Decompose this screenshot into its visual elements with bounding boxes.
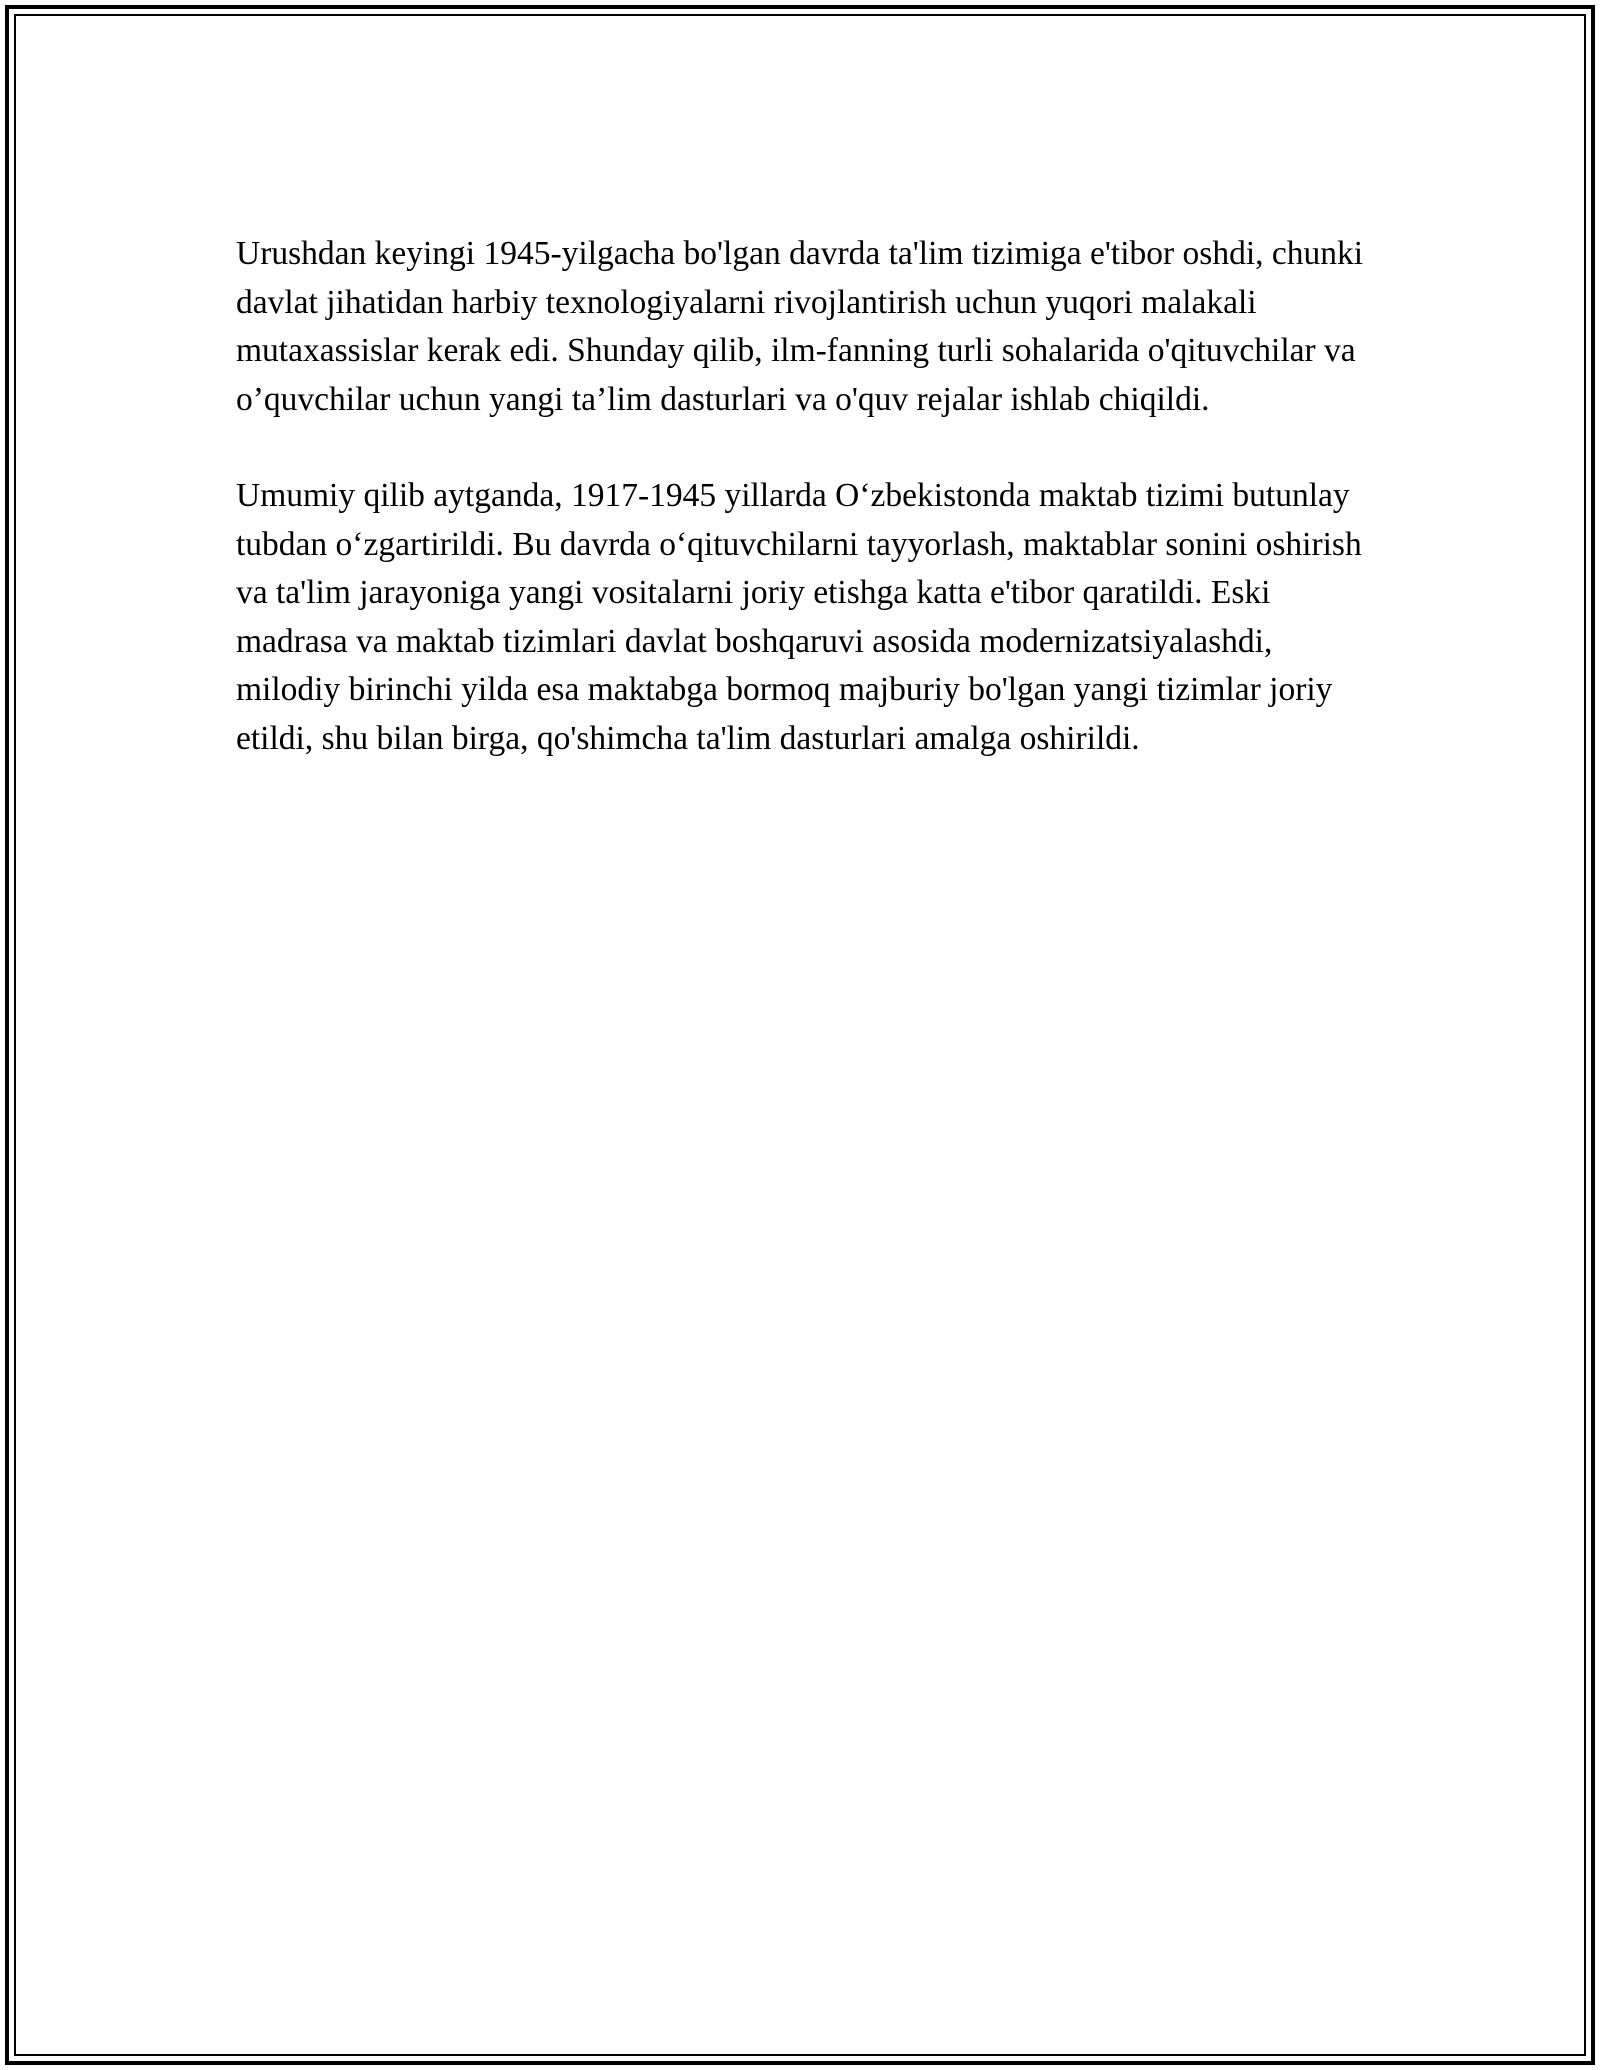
paragraph-2: Umumiy qilib aytganda, 1917-1945 yillarda O‘zbekistonda maktab tizimi butunlay tubdan o‘zgartirildi. Bu davrda o‘qituvchilarni tayyorlash, maktablar sonini oshirish va ta'lim jarayoniga yangi vositalarni joriy etishga katta e'tibor qaratildi. Eski madrasa va maktab tizimlari davlat boshqaruvi asosida modernizatsiyalashdi, milodiy birinchi yilda esa maktabga bormoq majburiy bo'lgan yangi tizimlar joriy etildi, shu bilan birga, qo'shimcha ta'lim dasturlari amalga oshirildi. (236, 477, 1362, 757)
paragraph-1: Urushdan keyingi 1945-yilgacha bo'lgan davrda ta'lim tizimiga e'tibor oshdi, chunki davlat jihatidan harbiy texnologiyalarni rivojlantirish uchun yuqori malakali mutaxassislar kerak edi. Shunday qilib, ilm-fanning turli sohalarida o'qituvchilar va o’quvchilar uchun yangi ta’lim dasturlari va o'quv rejalar ishlab chiqildi. (236, 235, 1364, 418)
document-body (236, 230, 1376, 811)
